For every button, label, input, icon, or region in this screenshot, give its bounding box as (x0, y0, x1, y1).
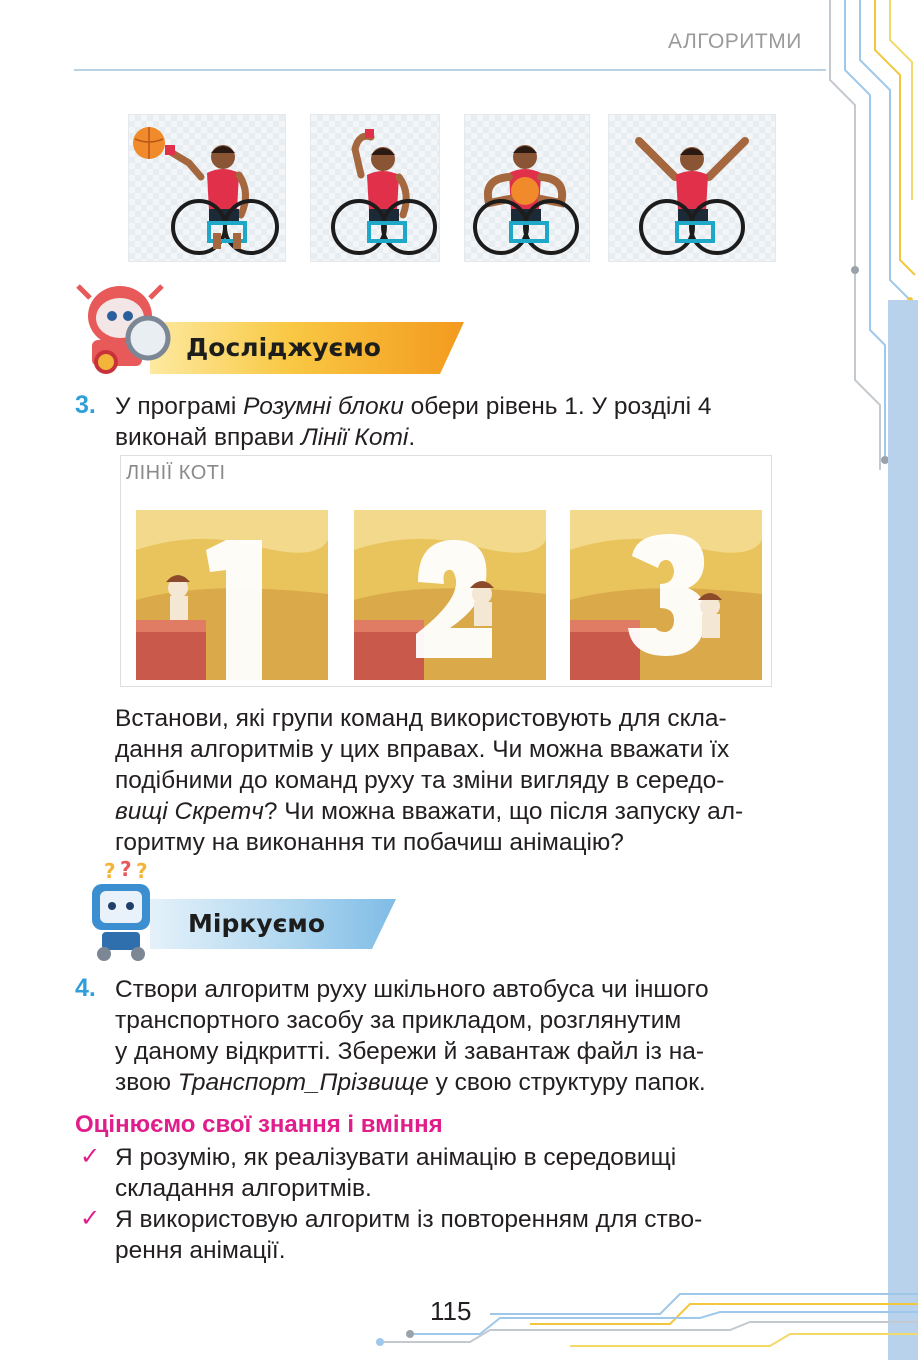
explore-banner-title: Досліджуємо (186, 333, 381, 362)
task-4-line-3: у даному відкритті. Збережи й завантаж файл із на- (115, 1038, 705, 1065)
task-3-question-line-2: дання алгоритмів у цих вправах. Чи можна вважати їх (115, 736, 730, 763)
sprite-frame-1 (128, 114, 286, 262)
task-4-number: 4. (75, 974, 96, 1002)
svg-text:?: ? (104, 859, 116, 883)
task-4-line-4: звою Транспорт_Прізвище у свою структуру папок. (115, 1069, 706, 1096)
task-4-text (115, 974, 817, 1098)
sprite-frame-4 (608, 114, 776, 262)
task-4-line-2: транспортного засобу за прикладом, розглянутим (115, 1007, 682, 1034)
task-3-line-1: У програмі Розумні блоки обери рівень 1. У розділі 4 (115, 393, 712, 420)
self-assessment-item-2 (115, 1204, 817, 1266)
self-assessment-item-1-line-2: складання алгоритмів. (115, 1175, 372, 1202)
wheelchair-player-wave-icon (311, 115, 439, 261)
page-edge-bar (888, 300, 918, 1360)
circuit-decoration-bottom (370, 1290, 918, 1360)
self-assessment-item-2-line-1: Я використовую алгоритм із повторенням для ство- (115, 1206, 703, 1233)
header-rule (74, 69, 826, 71)
task-4-line-1: Створи алгоритм руху шкільного автобуса чи іншого (115, 976, 709, 1003)
task-3-question (115, 703, 827, 858)
robot-question-marks-icon (74, 858, 170, 962)
task-3-question-line-3: подібними до команд руху та зміни вигляду в середо- (115, 767, 725, 794)
check-icon: ✓ (80, 1205, 101, 1232)
task-3-number: 3. (75, 391, 96, 419)
exercise-card-2 (354, 510, 546, 680)
task-3-question-line-1: Встанови, які групи команд використовують для скла- (115, 705, 727, 732)
sprite-frame-3 (464, 114, 590, 262)
page-number: 115 (430, 1296, 472, 1326)
robot-with-magnifier-icon (70, 276, 180, 376)
think-banner-title: Міркуємо (188, 909, 326, 938)
svg-text:?: ? (120, 858, 132, 881)
task-3-question-line-4: вищі Скретч? Чи можна вважати, що після запуску ал- (115, 798, 744, 825)
self-assessment-item-1-line-1: Я розумію, як реалізувати анімацію в середовищі (115, 1144, 677, 1171)
svg-text:?: ? (136, 859, 148, 883)
self-assessment-item-1 (115, 1142, 817, 1204)
sprite-frame-2 (310, 114, 440, 262)
running-title: АЛГОРИТМИ (668, 30, 802, 53)
check-icon: ✓ (80, 1143, 101, 1170)
self-assessment-title: Оцінюємо свої знання і вміння (75, 1111, 443, 1138)
task-3-text (115, 391, 827, 453)
exercise-screenshot-title: ЛІНІЇ КОТІ (126, 462, 226, 484)
exercise-card-3 (570, 510, 762, 680)
wheelchair-player-ball-icon (129, 115, 285, 261)
task-3-line-2: виконай вправи Лінії Коті. (115, 424, 416, 451)
exercise-card-1 (136, 510, 328, 680)
wheelchair-player-hug-ball-icon (465, 115, 589, 261)
self-assessment-item-2-line-2: рення анімації. (115, 1237, 286, 1264)
wheelchair-player-arms-up-icon (609, 115, 775, 261)
task-3-question-line-5: горитму на виконання ти побачиш анімацію? (115, 829, 624, 856)
